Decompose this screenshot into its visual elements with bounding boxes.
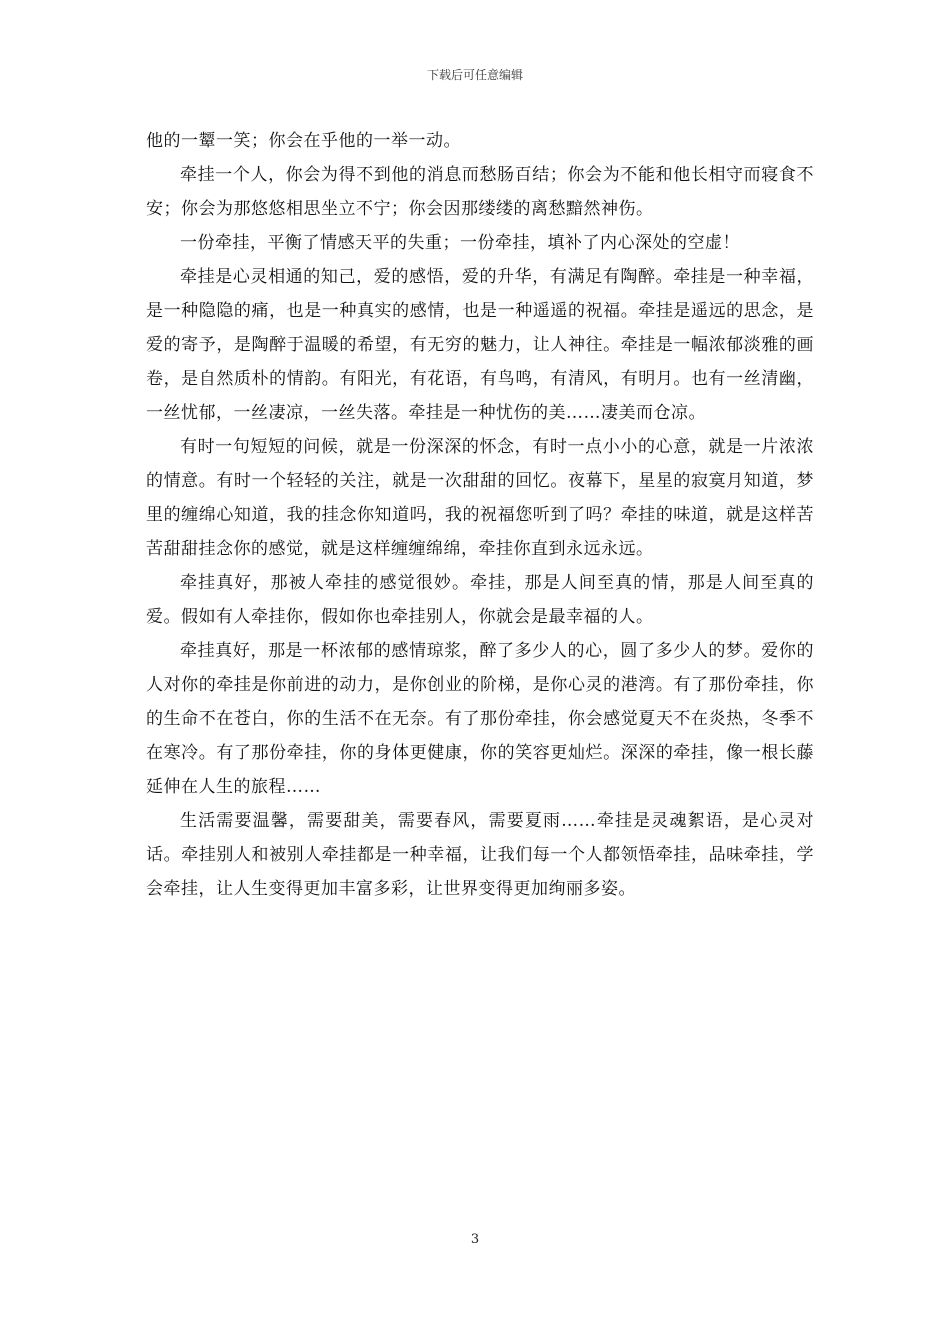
paragraph-8: 生活需要温馨，需要甜美，需要春风，需要夏雨……牵挂是灵魂絮语，是心灵对话。牵挂别人和被别人牵挂都是一种幸福，让我们每一个人都领悟牵挂，品味牵挂，学会牵挂，让人生变得更加丰富多彩，让世界变得更加绚丽多姿。 <box>146 811 814 899</box>
document-body <box>146 124 814 906</box>
page-number: 3 <box>470 1232 480 1247</box>
page-header: 下载后可任意编辑 <box>426 68 523 82</box>
paragraph-3: 一份牵挂，平衡了情感天平的失重；一份牵挂，填补了内心深处的空虚！ <box>180 233 740 253</box>
paragraph-5: 有时一句短短的问候，就是一份深深的怀念，有时一点小小的心意，就是一片浓浓的情意。有时一个轻轻的关注，就是一次甜甜的回忆。夜幕下，星星的寂寞月知道，梦里的缠绵心知道，我的挂念你知道吗，我的祝福您听到了吗？牵挂的味道，就是这样苦苦甜甜挂念你的感觉，就是这样缠缠绵绵，牵挂你直到永远永远。 <box>146 437 814 559</box>
paragraph-4: 牵挂是心灵相通的知己，爱的感悟，爱的升华，有满足有陶醉。牵挂是一种幸福，是一种隐隐的痛，也是一种真实的感情，也是一种遥遥的祝福。牵挂是遥远的思念，是爱的寄予，是陶醉于温暖的希望，有无穷的魅力，让人神往。牵挂是一幅浓郁淡雅的画卷，是自然质朴的情韵。有阳光，有花语，有鸟鸣，有清风，有明月。也有一丝清幽，一丝忧郁，一丝凄凉，一丝失落。牵挂是一种忧伤的美……凄美而仓凉。 <box>146 267 814 423</box>
paragraph-2: 牵挂一个人，你会为得不到他的消息而愁肠百结；你会为不能和他长相守而寝食不安；你会为那悠悠相思坐立不宁；你会因那缕缕的离愁黯然神伤。 <box>146 165 814 219</box>
paragraph-1: 他的一颦一笑；你会在乎他的一举一动。 <box>146 131 461 151</box>
paragraph-6: 牵挂真好，那被人牵挂的感觉很妙。牵挂，那是人间至真的情，那是人间至真的爱。假如有人牵挂你，假如你也牵挂别人，你就会是最幸福的人。 <box>146 573 814 627</box>
paragraph-7: 牵挂真好，那是一杯浓郁的感情琼浆，醉了多少人的心，圆了多少人的梦。爱你的人对你的牵挂是你前进的动力，是你创业的阶梯，是你心灵的港湾。有了那份牵挂，你的生命不在苍白，你的生活不在无奈。有了那份牵挂，你会感觉夏天不在炎热，冬季不在寒冷。有了那份牵挂，你的身体更健康，你的笑容更灿烂。深深的牵挂，像一根长藤延伸在人生的旅程…… <box>146 641 814 797</box>
